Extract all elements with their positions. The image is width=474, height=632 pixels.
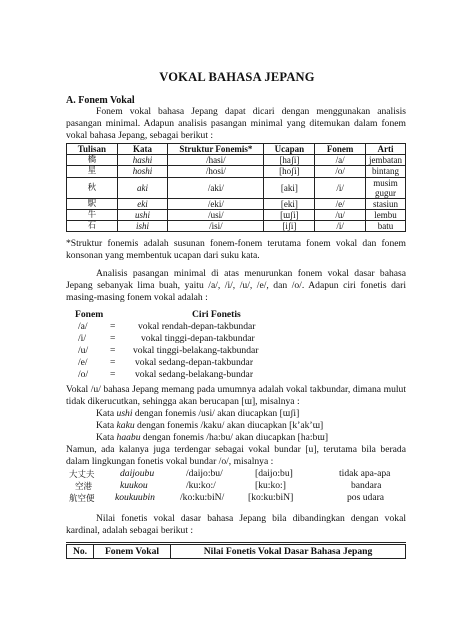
example-line — [96, 420, 323, 431]
example-kanji: 大丈夫 — [69, 470, 95, 480]
cell-tulisan: 秋 — [67, 177, 118, 198]
cell-fonem: /u/ — [315, 209, 366, 220]
cell-arti: musim gugur — [366, 177, 406, 198]
cell-arti: jembatan — [366, 155, 406, 166]
cell-tulisan: 牛 — [67, 209, 118, 220]
example-romaji: koukuubin — [115, 492, 155, 503]
example-kanji: 航空便 — [69, 494, 95, 504]
example-phonetic: [ku:ko:] — [255, 480, 286, 491]
equals-sign: = — [110, 369, 116, 380]
example-phonetic: [daijo:bu] — [255, 468, 293, 479]
document-title: VOKAL BAHASA JEPANG — [159, 70, 315, 84]
cell-arti: bintang — [366, 166, 406, 177]
paragraph-cardinal: Nilai fonetis vokal dasar bahasa Jepang bila dibandingkan dengan vokal kardinal, adalah sebagai berikut : — [66, 513, 406, 536]
table-row — [67, 198, 406, 209]
cell-kata: eki — [117, 198, 168, 209]
col-header: Ucapan — [264, 144, 315, 155]
vowel-description: vokal tinggi-belakang-takbundar — [133, 345, 259, 356]
cell-arti: batu — [366, 220, 406, 231]
example-word: ushi — [116, 408, 133, 419]
cell-kata: hashi — [117, 155, 168, 166]
col-header: Struktur Fonemis* — [168, 144, 264, 155]
equals-sign: = — [110, 345, 116, 356]
example-romaji: kuukou — [120, 480, 148, 491]
cell-struktur: /hosi/ — [168, 166, 264, 177]
example-prefix: Kata — [96, 432, 117, 443]
table-row — [67, 155, 406, 166]
cell-struktur: /hasi/ — [168, 155, 264, 166]
example-prefix: Kata — [96, 420, 117, 431]
cell-tulisan: 石 — [67, 220, 118, 231]
example-word: kaku — [116, 420, 135, 431]
col-header: No. — [67, 544, 94, 559]
minimal-pair-table — [66, 143, 406, 232]
cell-fonem: /o/ — [315, 166, 366, 177]
table-row — [67, 220, 406, 231]
example-meaning: bandara — [351, 480, 382, 491]
paragraph-rounded: Namun, ada kalanya juga terdengar sebagai vokal bundar [u], terutama bila berada dalam lingkungan fonetis vokal bundar /o/, misalnya : — [66, 444, 406, 467]
ciri-heading: Ciri Fonetis — [192, 309, 241, 320]
example-rest: dengan fonemis /usi/ akan diucapkan [ɯʃi] — [132, 408, 300, 419]
col-header: Arti — [366, 144, 406, 155]
cell-kata: aki — [117, 177, 168, 198]
cell-fonem: /i/ — [315, 177, 366, 198]
table-row — [67, 209, 406, 220]
example-rest: dengan fonemis /ha:bu/ akan diucapkan [ha:bɯ] — [140, 432, 329, 443]
example-phonemic: /ku:ko:/ — [186, 480, 216, 491]
cell-tulisan: 星 — [67, 166, 118, 177]
vowel-symbol: /e/ — [78, 357, 88, 368]
table-row — [67, 177, 406, 198]
example-phonemic: /daijo:bu/ — [186, 468, 223, 479]
example-word: haabu — [116, 432, 141, 443]
example-rest: dengan fonemis /kaku/ akan diucapkan [kʼakʼɯ] — [134, 420, 324, 431]
vowel-description: vokal rendah-depan-takbundar — [138, 321, 256, 332]
cell-struktur: /usi/ — [168, 209, 264, 220]
example-meaning: pos udara — [347, 492, 385, 503]
equals-sign: = — [110, 333, 116, 344]
cell-fonem: /a/ — [315, 155, 366, 166]
equals-sign: = — [110, 357, 116, 368]
vowel-symbol: /i/ — [78, 333, 86, 344]
fonem-heading: Fonem — [75, 309, 104, 320]
cell-ucapan: [ɯʃi] — [264, 209, 315, 220]
cell-kata: ishi — [117, 220, 168, 231]
cell-struktur: /eki/ — [168, 198, 264, 209]
cell-arti: lembu — [366, 209, 406, 220]
cell-struktur: /aki/ — [168, 177, 264, 198]
example-kanji: 空港 — [75, 482, 93, 492]
cell-kata: ushi — [117, 209, 168, 220]
equals-sign: = — [110, 321, 116, 332]
cell-tulisan: 駅 — [67, 198, 118, 209]
example-line — [96, 432, 328, 443]
paragraph-vowel-u: Vokal /u/ bahasa Jepang memang pada umumnya adalah vokal takbundar, dimana mulut tidak dikerucutkan, sehingga akan berucapan [ɯ], misalnya : — [66, 384, 406, 407]
table-row — [67, 166, 406, 177]
cell-ucapan: [eki] — [264, 198, 315, 209]
vowel-description: vokal sedang-belakang-bundar — [135, 369, 254, 380]
col-header: Fonem Vokal — [94, 544, 171, 559]
table-header-row — [67, 144, 406, 155]
cell-fonem: /i/ — [315, 220, 366, 231]
example-prefix: Kata — [96, 408, 117, 419]
cell-kata: hoshi — [117, 166, 168, 177]
example-meaning: tidak apa-apa — [339, 468, 391, 479]
paragraph-analysis: Analisis pasangan minimal di atas menurunkan fonem vokal dasar bahasa Jepang sebanyak lima buah, yaitu /a/, /i/, /u/, /e/, dan /o/. Adapun ciri fonetis dari masing-masing fonem vokal adalah : — [66, 268, 406, 303]
cardinal-comparison-table — [66, 542, 406, 559]
cell-ucapan: [hoʃi] — [264, 166, 315, 177]
section-heading: A. Fonem Vokal — [66, 95, 135, 106]
col-header: Fonem — [315, 144, 366, 155]
cell-fonem: /e/ — [315, 198, 366, 209]
vowel-symbol: /u/ — [78, 345, 89, 356]
vowel-symbol: /o/ — [78, 369, 89, 380]
example-line — [96, 408, 299, 419]
example-phonemic: /ko:ku:biN/ — [180, 492, 225, 503]
cell-struktur: /isi/ — [168, 220, 264, 231]
vowel-description: vokal tinggi-depan-takbundar — [141, 333, 255, 344]
cell-ucapan: [iʃi] — [264, 220, 315, 231]
col-header: Kata — [117, 144, 168, 155]
paragraph-intro: Fonem vokal bahasa Jepang dapat dicari dengan menggunakan analisis pasangan minimal. Adapun analisis pasangan minimal yang ditemukan dalam fonem vokal bahasa Jepang, sebagai berikut : — [66, 106, 406, 141]
vowel-description: vokal sedang-depan-takbundar — [135, 357, 254, 368]
cell-ucapan: [haʃi] — [264, 155, 315, 166]
cell-ucapan: [aki] — [264, 177, 315, 198]
table-header-row — [67, 544, 406, 559]
footnote: *Struktur fonemis adalah susunan fonem-fonem terutama fonem vokal dan fonem konsonan yang membentuk ucapan dari suku kata. — [66, 238, 406, 261]
vowel-symbol: /a/ — [78, 321, 88, 332]
cell-arti: stasiun — [366, 198, 406, 209]
example-phonetic: [ko:ku:biN] — [248, 492, 294, 503]
example-romaji: daijoubu — [120, 468, 155, 479]
col-header: Tulisan — [67, 144, 118, 155]
col-header: Nilai Fonetis Vokal Dasar Bahasa Jepang — [171, 544, 406, 559]
cell-tulisan: 橋 — [67, 155, 118, 166]
